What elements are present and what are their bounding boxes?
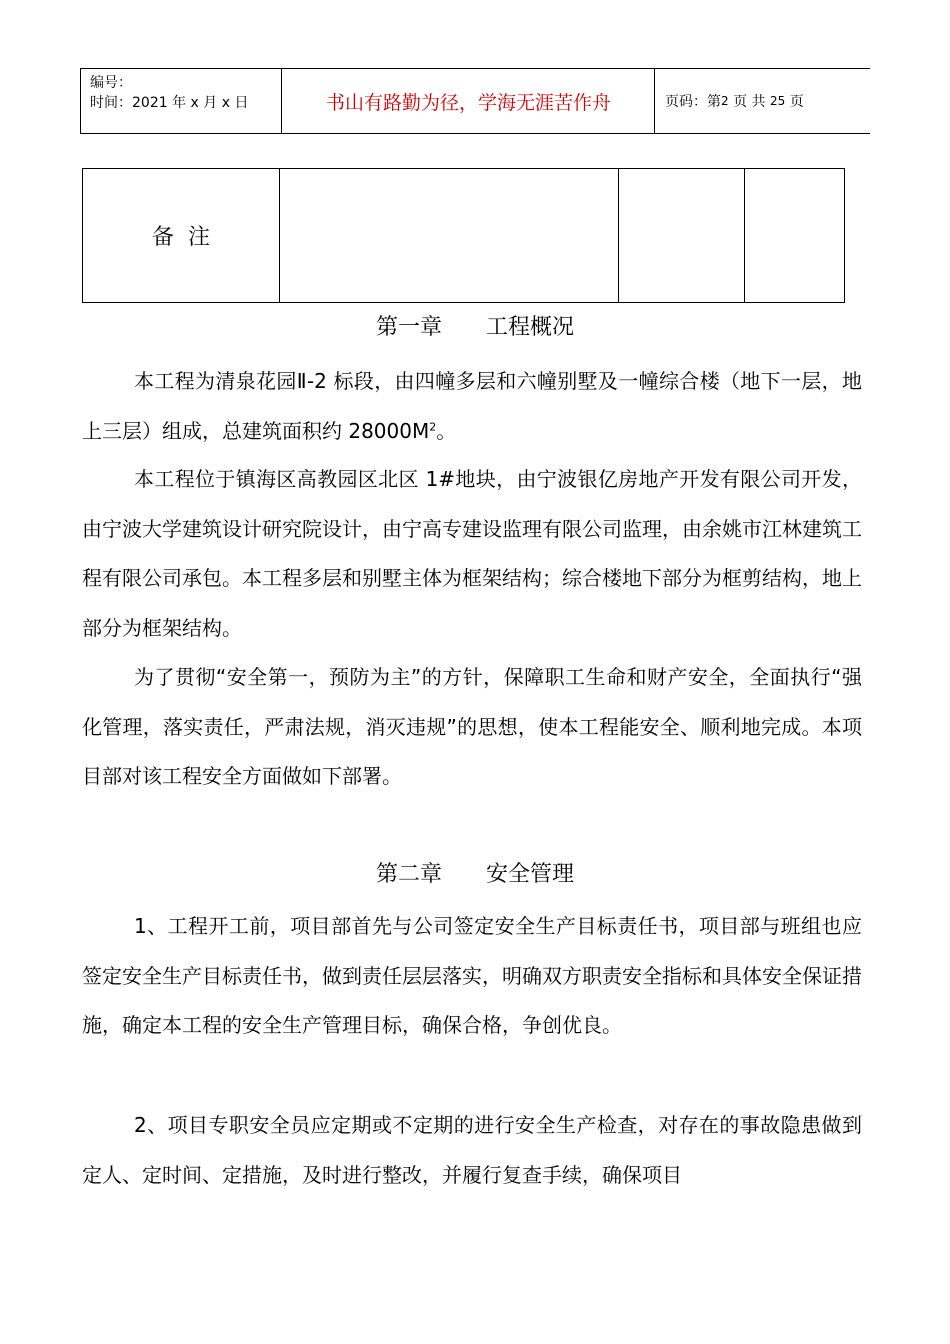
- page-suffix: 页: [789, 94, 804, 110]
- chapter-1-number: 第一章: [375, 315, 442, 340]
- chapter-1-title: [0, 313, 950, 343]
- chapter-2-title: [0, 860, 950, 890]
- document-date: 时间：2021 年 x 月 x 日: [90, 95, 249, 111]
- chapter-2-paragraph-2: 2、项目专职安全员应定期或不定期的进行安全生产检查，对存在的事故隐患做到定人、定时间、定措施，及时进行整改，并履行复查手续，确保项目: [82, 1113, 862, 1187]
- page-middle: 页 共: [733, 94, 766, 110]
- remark-content-cell: [280, 169, 619, 303]
- page-header: [80, 68, 870, 134]
- chapter-1-paragraph-1: [82, 357, 862, 456]
- chapter-2-number: 第二章: [375, 862, 442, 887]
- chapter-2-paragraph-1: 1、工程开工前，项目部首先与公司签定安全生产目标责任书，项目部与班组也应签定安全生产目标责任书，做到责任层层落实，明确双方职责安全指标和具体安全保证措施，确定本工程的安全生产管理目标，确保合格，争创优良。: [82, 914, 862, 1037]
- chapter-1-heading: 工程概况: [486, 315, 575, 340]
- remark-empty-cell: [619, 169, 745, 303]
- chapter-2-heading: 安全管理: [486, 862, 575, 887]
- document-number-label: 编号：: [90, 75, 132, 91]
- chapter-1-p1-text: 本工程为清泉花园Ⅱ-2 标段，由四幢多层和六幢别墅及一幢综合楼（地下一层，地上三层）组成，总建筑面积约 28000M: [82, 369, 862, 443]
- remark-table: [82, 168, 845, 303]
- superscript-2: 2: [429, 419, 437, 433]
- chapter-1-paragraph-3: 为了贯彻“安全第一，预防为主”的方针，保障职工生命和财产安全，全面执行“强化管理，落实责任，严肃法规，消灭违规”的思想，使本工程能安全、顺利地完成。本项目部对该工程安全方面做如下部署。: [82, 665, 862, 788]
- page-prefix: 页码：第: [665, 94, 721, 110]
- chapter-1-p1-end: 。: [436, 418, 457, 443]
- remark-label: 备注: [83, 169, 280, 303]
- page-current: 2: [721, 94, 729, 108]
- page-indicator: [655, 69, 869, 133]
- header-info-cell: [81, 69, 282, 133]
- page-total: 25: [770, 94, 786, 108]
- header-motto: 书山有路勤为径，学海无涯苦作舟: [283, 69, 655, 133]
- remark-empty-cell: [745, 169, 845, 303]
- chapter-1-paragraph-2: 本工程位于镇海区高教园区北区 1#地块，由宁波银亿房地产开发有限公司开发，由宁波大学建筑设计研究院设计，由宁高专建设监理有限公司监理，由余姚市江林建筑工程有限公司承包。本工程多层和别墅主体为框架结构；综合楼地下部分为框剪结构，地上部分为框架结构。: [82, 467, 862, 640]
